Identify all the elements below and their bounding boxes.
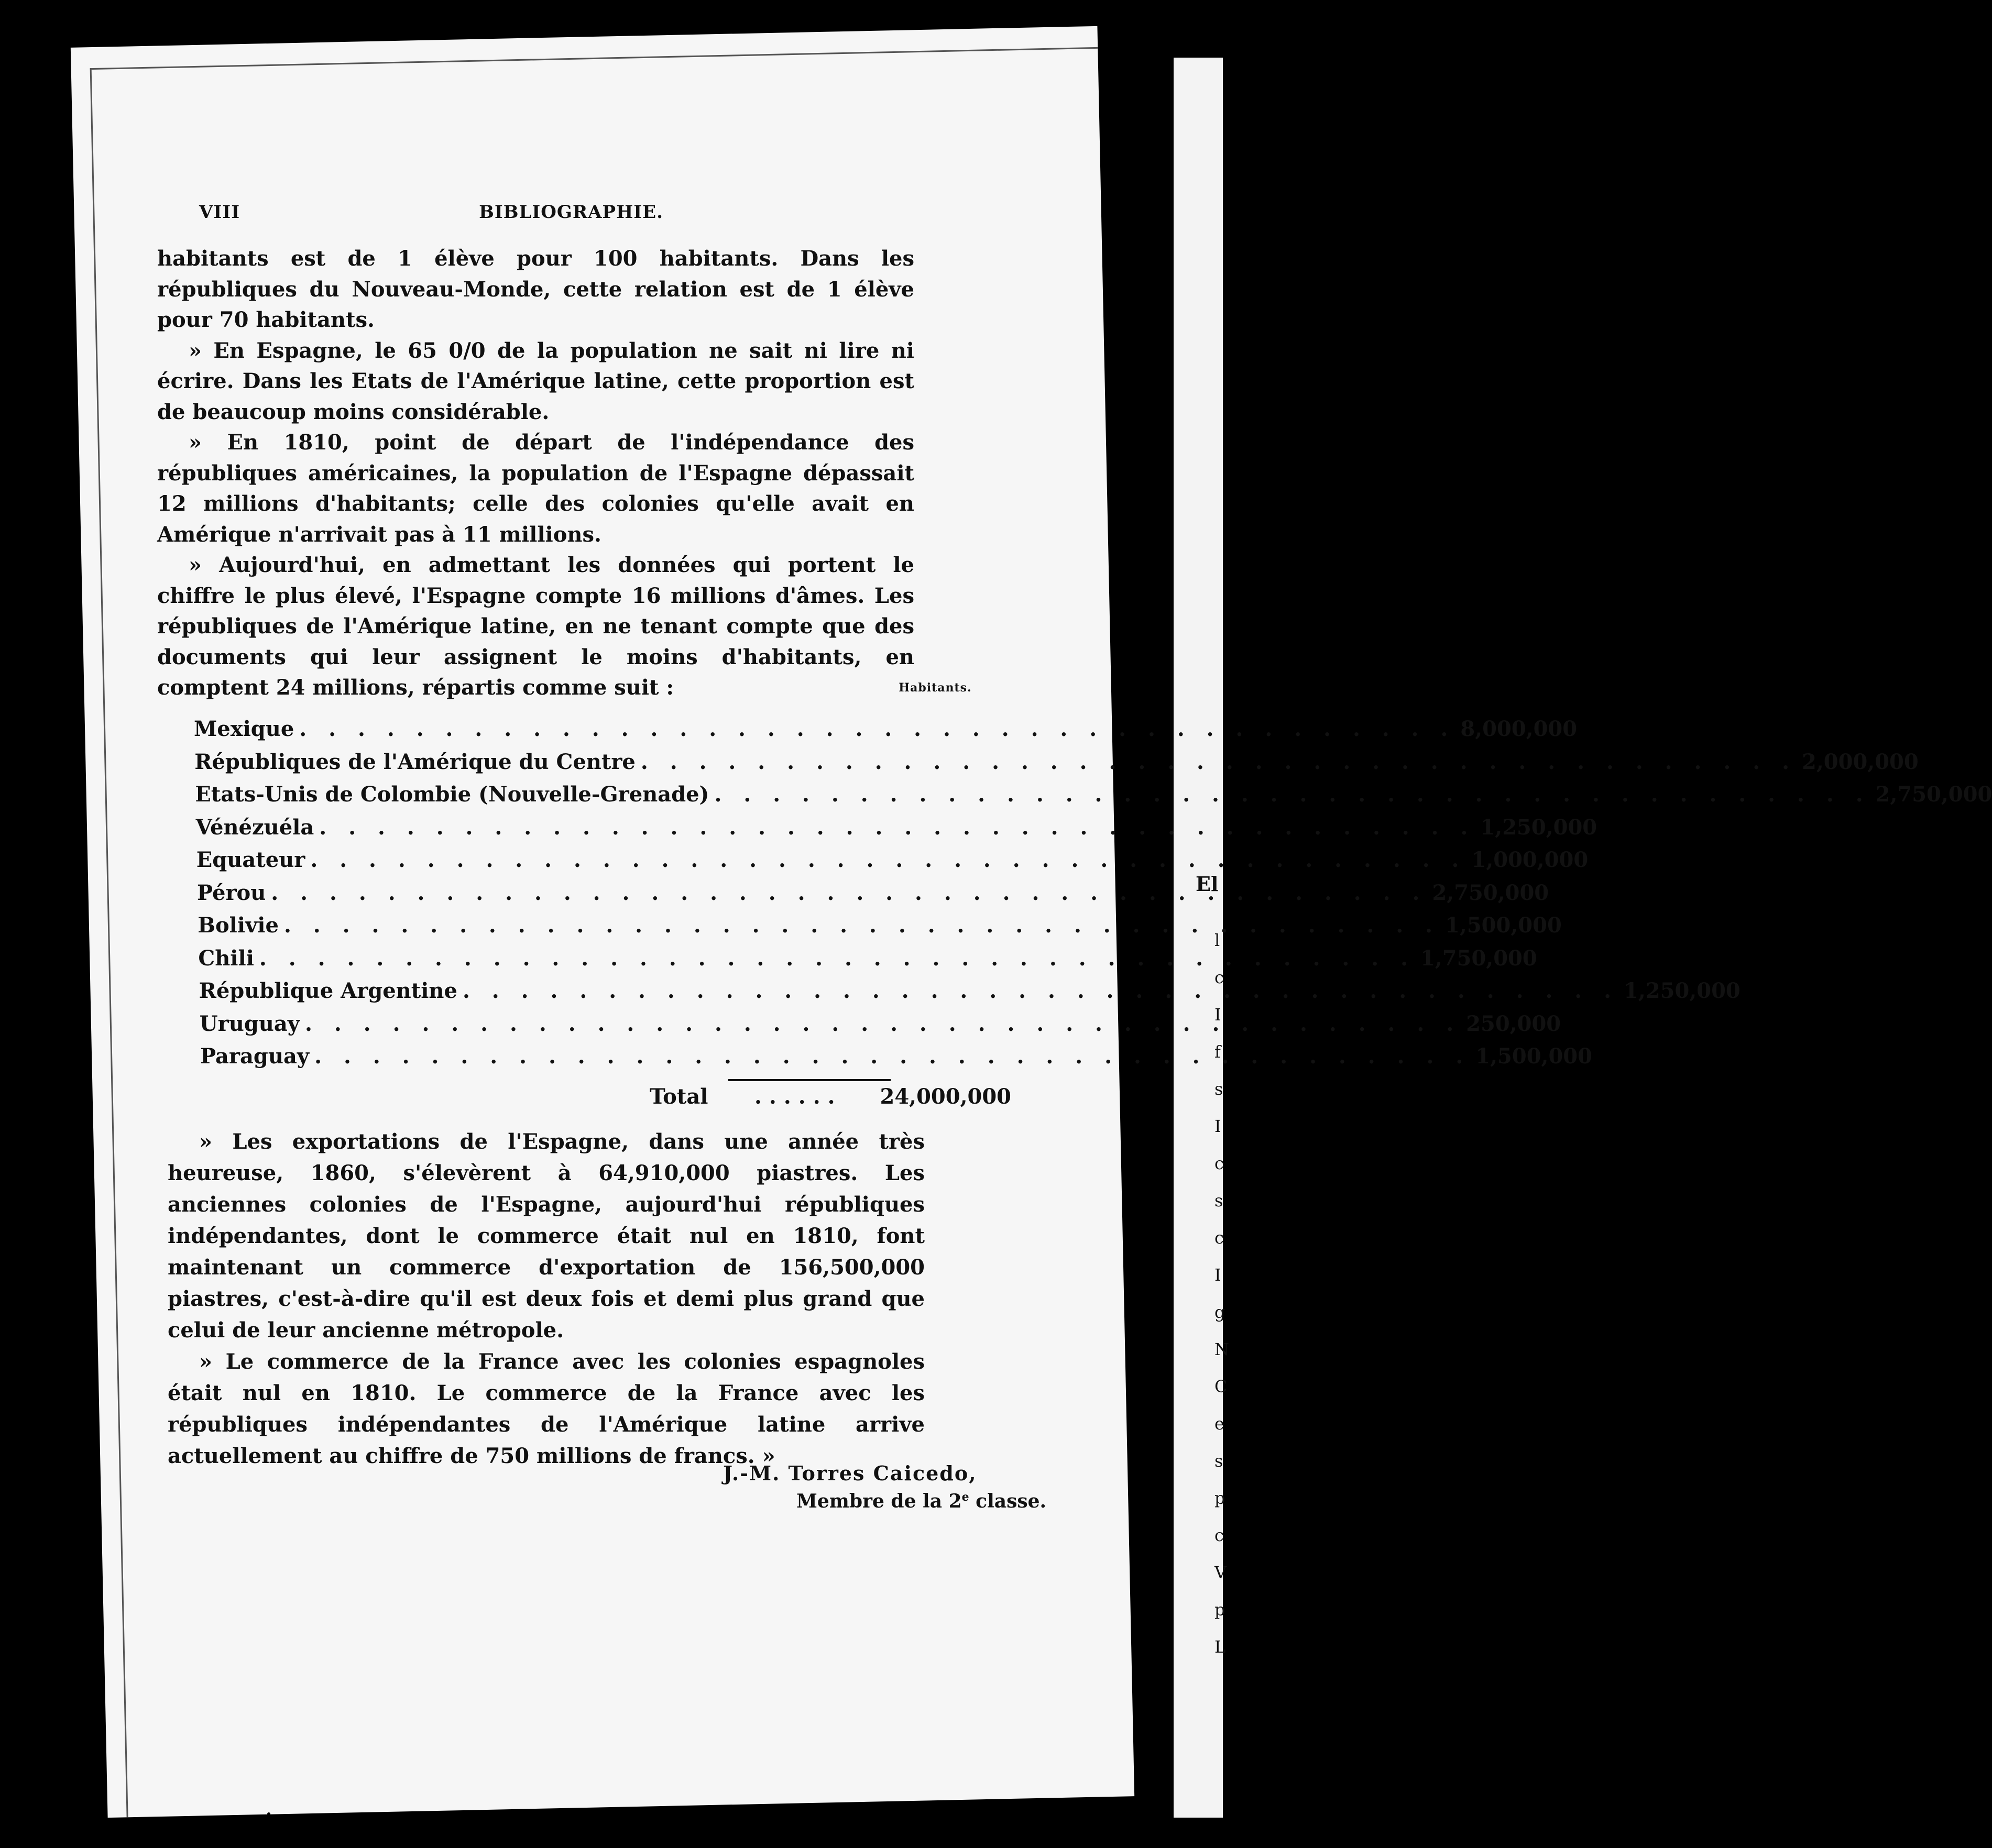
population-value: 8,000,000 <box>1460 717 1578 741</box>
facing-page-glyph: e <box>1214 1414 1224 1434</box>
table-row <box>200 1044 1592 1076</box>
leader-dots <box>463 978 1618 1003</box>
table-row <box>195 782 1992 815</box>
text-block-top <box>157 244 914 703</box>
country-name: Uruguay <box>199 1011 300 1036</box>
page-header <box>199 202 943 233</box>
country-name: Paraguay <box>200 1044 310 1069</box>
facing-page-glyph: I <box>1214 1005 1221 1025</box>
facing-page-glyph: p <box>1214 1600 1225 1620</box>
facing-page-glyph: g <box>1214 1302 1225 1322</box>
population-value: 250,000 <box>1466 1011 1561 1036</box>
table-row <box>199 978 1741 1011</box>
table-row <box>198 913 1562 945</box>
facing-page-glyph: s <box>1214 1191 1223 1211</box>
author-role <box>796 1490 1046 1512</box>
facing-page-glyph: s <box>1214 1079 1223 1099</box>
folio: VIII <box>199 202 240 223</box>
population-value: 1,750,000 <box>1420 945 1537 971</box>
country-name: Mexique <box>194 717 294 741</box>
text-block-bottom <box>168 1126 925 1472</box>
total-rule <box>728 1079 891 1081</box>
role-prefix: Membre de la 2 <box>796 1490 962 1512</box>
paragraph: » En Espagne, le 65 0/0 de la population ne sait ni lire ni écrire. Dans les Etats de l'Amérique latine, cette proportion est de beaucoup moins considérable. <box>157 338 914 424</box>
facing-page-glyph: c <box>1214 1228 1224 1248</box>
leader-dots <box>299 717 1455 741</box>
paragraph: » Le commerce de la France avec les colonies espagnoles était nul en 1810. Le commerce de la France avec les républiques indépendantes de l'Amérique latine arrive actuellement au chiffre de 750 millions de francs. » <box>168 1349 925 1468</box>
facing-page-glyph: N <box>1214 1339 1229 1359</box>
table-row <box>198 945 1537 978</box>
leader-dots <box>305 1011 1461 1036</box>
facing-page-glyph: c <box>1214 1153 1224 1173</box>
table-row <box>195 815 1597 848</box>
facing-page-glyph: I <box>1214 1265 1221 1285</box>
country-name: Républiques de l'Amérique du Centre <box>194 749 636 774</box>
country-name: Etats-Unis de Colombie (Nouvelle-Grenade) <box>195 782 709 807</box>
leader-dots <box>259 946 1415 971</box>
facing-page-glyph: f <box>1214 1042 1221 1062</box>
column-header: Habitants. <box>899 681 972 695</box>
population-value: 1,250,000 <box>1624 978 1741 1003</box>
country-name: Bolivie <box>198 913 279 938</box>
population-value: 2,750,000 <box>1432 880 1549 905</box>
leader-dots <box>310 848 1466 872</box>
population-value: 1,500,000 <box>1475 1044 1592 1069</box>
scan-speck <box>267 1812 270 1816</box>
table-row <box>196 848 1589 880</box>
total-row <box>650 1084 1467 1109</box>
table-row <box>194 749 1919 782</box>
leader-dots <box>314 1044 1470 1069</box>
leader-dots <box>271 881 1427 905</box>
leader-dots <box>714 782 1870 807</box>
country-name: Pérou <box>197 880 266 905</box>
running-title: BIBLIOGRAPHIE. <box>479 202 663 223</box>
country-name: Equateur <box>196 848 305 872</box>
role-superscript: e <box>961 1490 969 1504</box>
paragraph: » En 1810, point de départ de l'indépendance des républiques américaines, la population de l'Espagne dépassait 12 millions d'habitants; celle des colonies qu'elle avait en Amérique n'arrivait pas à 11 millions. <box>157 430 914 547</box>
facing-page-glyph: L <box>1214 1637 1226 1657</box>
facing-page-word: El <box>1196 872 1219 896</box>
facing-page-glyph: c <box>1214 1525 1224 1545</box>
leader-dots <box>319 815 1475 840</box>
role-suffix: classe. <box>969 1490 1047 1512</box>
table-row <box>199 1011 1561 1044</box>
facing-page-glyph: C <box>1214 1377 1228 1396</box>
population-table <box>157 681 1992 1121</box>
author-signature: J.-M. Torres Caicedo, <box>723 1461 977 1485</box>
paragraph: » Aujourd'hui, en admettant les données qui portent le chiffre le plus élevé, l'Espagne compte 16 millions d'âmes. Les républiques de l'Amérique latine, en ne tenant compte que des documents qui leur assignent le moins d'habitants, en comptent 24 millions, répartis comme suit : <box>157 553 914 700</box>
paragraph: habitants est de 1 élève pour 100 habitants. Dans les républiques du Nouveau-Monde, cette relation est de 1 élève pour 70 habitants. <box>157 246 914 332</box>
population-value: 2,000,000 <box>1802 749 1919 774</box>
population-value: 1,500,000 <box>1445 913 1562 938</box>
facing-page-glyph: I <box>1214 1116 1221 1136</box>
country-name: Chili <box>198 945 254 971</box>
facing-page-glyph: V <box>1214 1563 1227 1582</box>
leader-dots: ...... <box>754 1084 842 1109</box>
facing-page-glyph: p <box>1214 1488 1225 1508</box>
country-name: République Argentine <box>199 978 457 1003</box>
facing-page-glyph: s <box>1214 1451 1223 1471</box>
population-value: 1,250,000 <box>1480 815 1597 840</box>
facing-page-glyph: l <box>1214 930 1220 950</box>
facing-page-glyph: c <box>1214 967 1224 987</box>
table-row <box>194 717 1578 749</box>
population-value: 1,000,000 <box>1471 848 1589 872</box>
population-value: 2,750,000 <box>1875 782 1992 807</box>
leader-dots <box>284 913 1440 938</box>
total-value: 24,000,000 <box>880 1084 1011 1109</box>
leader-dots <box>641 750 1797 774</box>
total-label: Total <box>650 1084 708 1109</box>
paragraph: » Les exportations de l'Espagne, dans une année très heureuse, 1860, s'élevèrent à 64,910,000 piastres. Les anciennes colonies de l'Espagne, aujourd'hui républiques indépendantes, dont le commerce était nul en 1810, font maintenant un commerce d'exportation de 156,500,000 piastres, c'est-à-dire qu'il est deux fois et demi plus grand que celui de leur ancienne métropole. <box>168 1129 925 1343</box>
country-name: Vénézuéla <box>195 815 314 840</box>
